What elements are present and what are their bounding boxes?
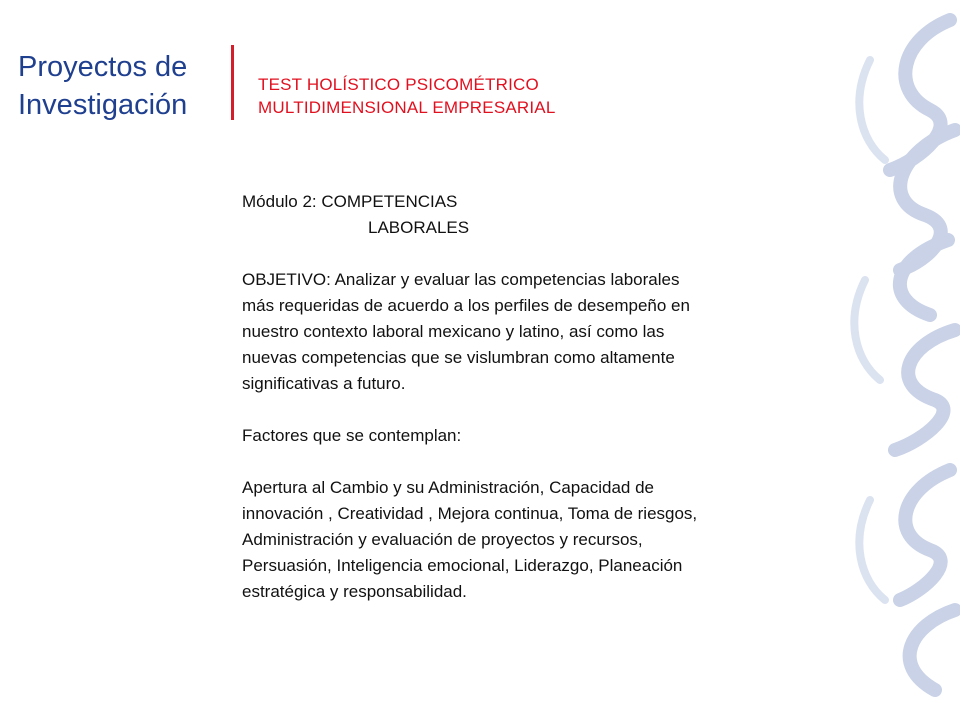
brand-title [18, 48, 187, 124]
brand-title-line-2: Investigación [18, 89, 188, 121]
script-watermark [830, 0, 960, 720]
objective-line: nuevas competencias que se vislumbran como altamente [242, 348, 675, 367]
factors-line: innovación , Creatividad , Mejora continua, Toma de riesgos, [242, 504, 698, 523]
script-watermark-icon [830, 0, 960, 720]
objective-line: OBJETIVO: Analizar y evaluar las competencias laborales [242, 270, 680, 289]
factors-line: Apertura al Cambio y su Administración, Capacidad de [242, 478, 654, 497]
factors-line: Administración y evaluación de proyectos y recursos, [242, 530, 643, 549]
slide-body [242, 189, 832, 605]
test-title-line-1: TEST HOLÍSTICO PSICOMÉTRICO [258, 75, 539, 94]
brand-title-line-1: Proyectos de [18, 51, 188, 83]
objective-line: más requeridas de acuerdo a los perfiles de desempeño en [242, 296, 690, 315]
factors-line: estratégica y responsabilidad. [242, 582, 467, 601]
module-subtitle: LABORALES [368, 218, 470, 237]
header-divider [231, 45, 234, 120]
factors-heading: Factores que se contemplan: [242, 426, 462, 445]
module-title: Módulo 2: COMPETENCIAS [242, 192, 458, 211]
test-title-line-2: MULTIDIMENSIONAL EMPRESARIAL [258, 98, 556, 117]
test-title [258, 73, 556, 119]
factors-line: Persuasión, Inteligencia emocional, Liderazgo, Planeación [242, 556, 683, 575]
objective-line: significativas a futuro. [242, 374, 406, 393]
objective-line: nuestro contexto laboral mexicano y latino, así como las [242, 322, 665, 341]
